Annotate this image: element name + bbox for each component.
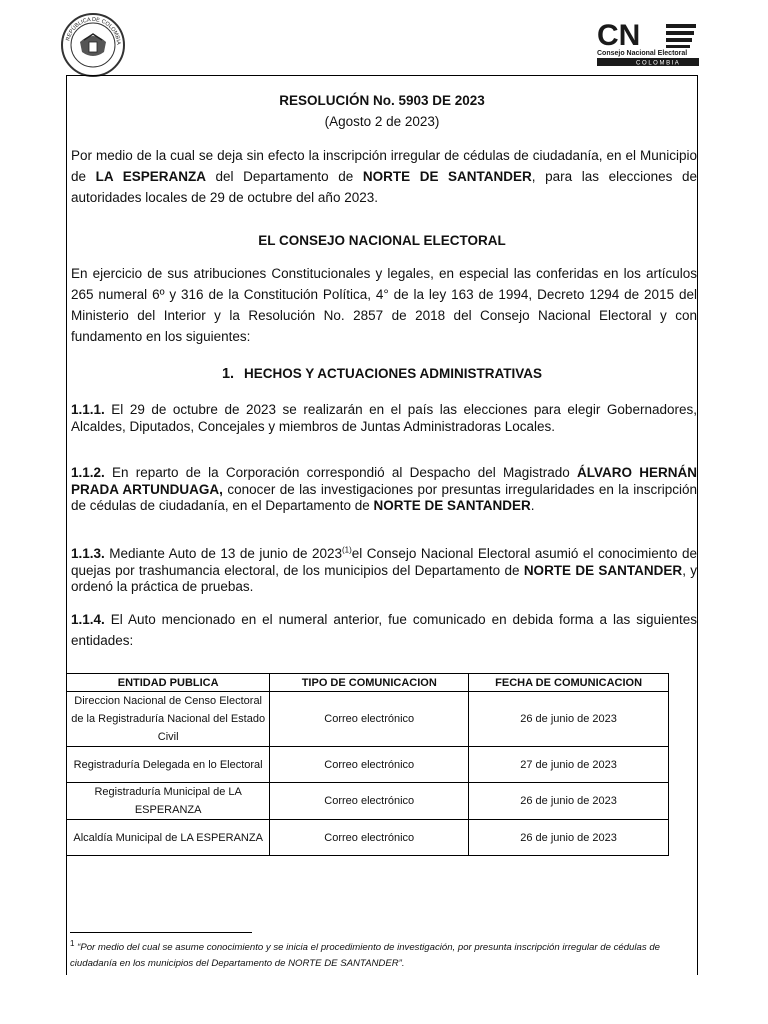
table-row [67, 692, 669, 747]
colombia-seal-logo [60, 12, 126, 78]
item-1-1-4: 1.1.4. El Auto mencionado en el numeral anterior, fue comunicado en debida forma a las siguientes entidades: [71, 612, 697, 648]
footnote-ref: (1) [342, 545, 352, 555]
council-heading: EL CONSEJO NACIONAL ELECTORAL [258, 233, 506, 248]
section-heading: 1. HECHOS Y ACTUACIONES ADMINISTRATIVAS [221, 366, 543, 382]
svg-text:REPÚBLICA DE COLOMBIA: REPÚBLICA DE COLOMBIA [65, 16, 122, 46]
cell-tipo: Correo electrónico [270, 783, 469, 820]
cell-tipo: Correo electrónico [270, 692, 469, 747]
footnote: $^1$ “Por medio del cual se asume conocimiento y se inicia el procedimiento de investigación, por presunta inscripción irregular de cédulas de ciudadanía en los municipios del Departamento de NORTE DE SANTANDER”. [70, 939, 660, 970]
cell-fecha: 27 de junio de 2023 [469, 747, 669, 783]
col-tipo: TIPO DE COMUNICACION [270, 674, 469, 692]
cne-logo-country: C O L O M B I A [636, 60, 679, 67]
cell-entidad: Registraduría Municipal de LA ESPERANZA [67, 783, 270, 820]
preamble-paragraph: En ejercicio de sus atribuciones Constitucionales y legales, en especial las conferidas en los artículos 265 numeral 6º y 316 de la Constitución Política, 4° de la ley 163 de 1994, Decreto 1294 de 2015 del Ministerio del Interior y la Resolución No. 2857 de 2018 del Consejo Nacional Electoral y con fundamento en los siguientes: [71, 266, 697, 344]
col-fecha: FECHA DE COMUNICACION [469, 674, 669, 692]
cne-logo-name: Consejo Nacional Electoral [597, 50, 688, 57]
municipio-name: LA ESPERANZA [95, 169, 206, 184]
cell-entidad: Direccion Nacional de Censo Electoral de la Registraduría Nacional del Estado Civil [67, 692, 270, 747]
departamento-name: NORTE DE SANTANDER [362, 169, 532, 184]
table-header-row [67, 674, 669, 692]
item-1-1-3: 1.1.3. Mediante Auto de 13 de junio de 2023$^{(1)}$el Consejo Nacional Electoral asumió el conocimiento de quejas por trashumancia electoral, de los municipios del Departamento de NORTE DE SANTANDER, y ordenó la práctica de pruebas. [71, 545, 698, 594]
magistrado-name: ÁLVARO HERNÁN PRADA ARTUNDUAGA, [71, 465, 697, 497]
entities-table [66, 673, 669, 856]
table-row [67, 747, 669, 783]
resolution-title: RESOLUCIÓN No. 5903 DE 2023 [279, 93, 485, 108]
footnote-separator [70, 932, 252, 933]
cell-tipo: Correo electrónico [270, 820, 469, 856]
resolution-date: (Agosto 2 de 2023) [324, 114, 440, 129]
cell-fecha: 26 de junio de 2023 [469, 783, 669, 820]
cne-logo [596, 18, 700, 68]
cell-entidad: Alcaldía Municipal de LA ESPERANZA [67, 820, 270, 856]
cell-fecha: 26 de junio de 2023 [469, 820, 669, 856]
item-1-1-2: 1.1.2. En reparto de la Corporación correspondió al Despacho del Magistrado ÁLVARO HERNÁN PRADA ARTUNDUAGA, conocer de las investigaciones por presuntas irregularidades en la inscripción de cédulas de ciudadanía, en el Departamento de NORTE DE SANTANDER. [71, 465, 697, 513]
col-entidad: ENTIDAD PUBLICA [67, 674, 270, 692]
table-row [67, 820, 669, 856]
table-row [67, 783, 669, 820]
cne-logo-letters: CN [597, 19, 641, 52]
cell-fecha: 26 de junio de 2023 [469, 692, 669, 747]
item-1-1-1: 1.1.1. El 29 de octubre de 2023 se realizarán en el país las elecciones para elegir Gobernadores, Alcaldes, Diputados, Concejales y miembros de Juntas Administradoras Locales. [71, 402, 697, 434]
cell-tipo: Correo electrónico [270, 747, 469, 783]
intro-paragraph: Por medio de la cual se deja sin efecto la inscripción irregular de cédulas de ciudadanía, en el Municipio de LA ESPERANZA del Departamento de NORTE DE SANTANDER, para las elecciones de autoridades locales de 29 de octubre del año 2023. [71, 148, 697, 205]
cell-entidad: Registraduría Delegada en lo Electoral [67, 747, 270, 783]
